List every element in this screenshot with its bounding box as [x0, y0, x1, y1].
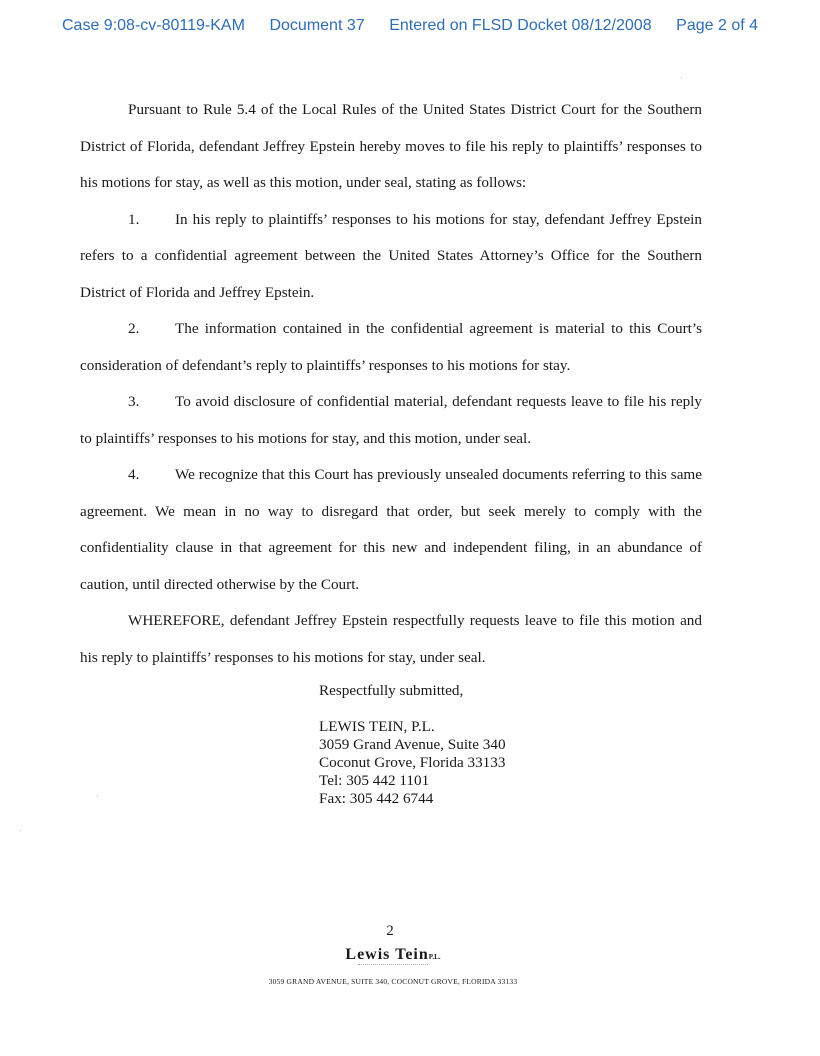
numbered-paragraph-4 [80, 457, 702, 603]
logo-rule [358, 964, 428, 968]
wherefore-paragraph: WHEREFORE, defendant Jeffrey Epstein respectfully requests leave to file this motion and his reply to plaintiffs’ responses to his motions for stay, under seal. [80, 612, 702, 666]
paragraph-text: The information contained in the confidential agreement is material to this Court’s consideration of defendant’s reply to plaintiffs’ responses to his motions for stay. [80, 320, 702, 374]
page-count: Page 2 of 4 [676, 17, 758, 34]
paragraph-number: 2. [128, 320, 140, 337]
firm-logo [0, 946, 786, 968]
logo-suffix: P.L. [428, 953, 441, 961]
scan-speck [97, 795, 98, 796]
firm-name: LEWIS TEIN, P.L. [319, 718, 435, 735]
paragraph-text: To avoid disclosure of confidential material, defendant requests leave to file his reply to plaintiffs’ responses to his motions for stay, and this motion, under seal. [80, 393, 702, 447]
closing-line: Respectfully submitted, [319, 682, 464, 699]
paragraph-number: 1. [128, 210, 140, 228]
numbered-paragraph-2 [80, 311, 702, 384]
page-number: 2 [386, 923, 394, 939]
numbered-paragraph-3 [80, 384, 702, 457]
docket-entry-date: Entered on FLSD Docket 08/12/2008 [389, 17, 652, 34]
logo-name: Lewis Tein [345, 946, 429, 963]
footer-address: 3059 GRAND AVENUE, SUITE 340, COCONUT GROVE, FLORIDA 33133 [268, 977, 518, 986]
firm-telephone: Tel: 305 442 1101 [319, 772, 430, 789]
intro-paragraph: Pursuant to Rule 5.4 of the Local Rules of the United States District Court for the Southern District of Florida, defendant Jeffrey Epstein hereby moves to file his reply to plaintiffs’ responses to his motions for stay, as well as this motion, under seal, stating as follows: [80, 101, 702, 191]
firm-address-line-2: Coconut Grove, Florida 33133 [319, 754, 506, 771]
scan-speck [681, 77, 682, 78]
case-number: Case 9:08-cv-80119-KAM [62, 17, 245, 34]
paragraph-number: 4. [128, 466, 140, 483]
scan-speck [20, 830, 21, 831]
firm-address-line-1: 3059 Grand Avenue, Suite 340 [319, 736, 506, 753]
numbered-paragraph-1 [80, 202, 702, 312]
firm-fax: Fax: 305 442 6744 [319, 790, 434, 807]
document-number: Document 37 [269, 17, 365, 34]
signature-block [319, 682, 506, 808]
paragraph-number: 3. [128, 393, 140, 410]
paragraph-text: In his reply to plaintiffs’ responses to his motions for stay, defendant Jeffrey Epstein refers to a confidential agreement between the United States Attorney’s Office for the Southern District of Florida and Jeffrey Epstein. [80, 210, 702, 301]
paragraph-text: We recognize that this Court has previously unsealed documents referring to this same agreement. We mean in no way to disregard that order, but seek merely to comply with the confidentiality clause in that agreement for this new and independent filing, in an abundance of caution, until directed otherwise by the Court. [80, 466, 702, 593]
docket-header [62, 17, 758, 35]
motion-body [80, 92, 702, 676]
